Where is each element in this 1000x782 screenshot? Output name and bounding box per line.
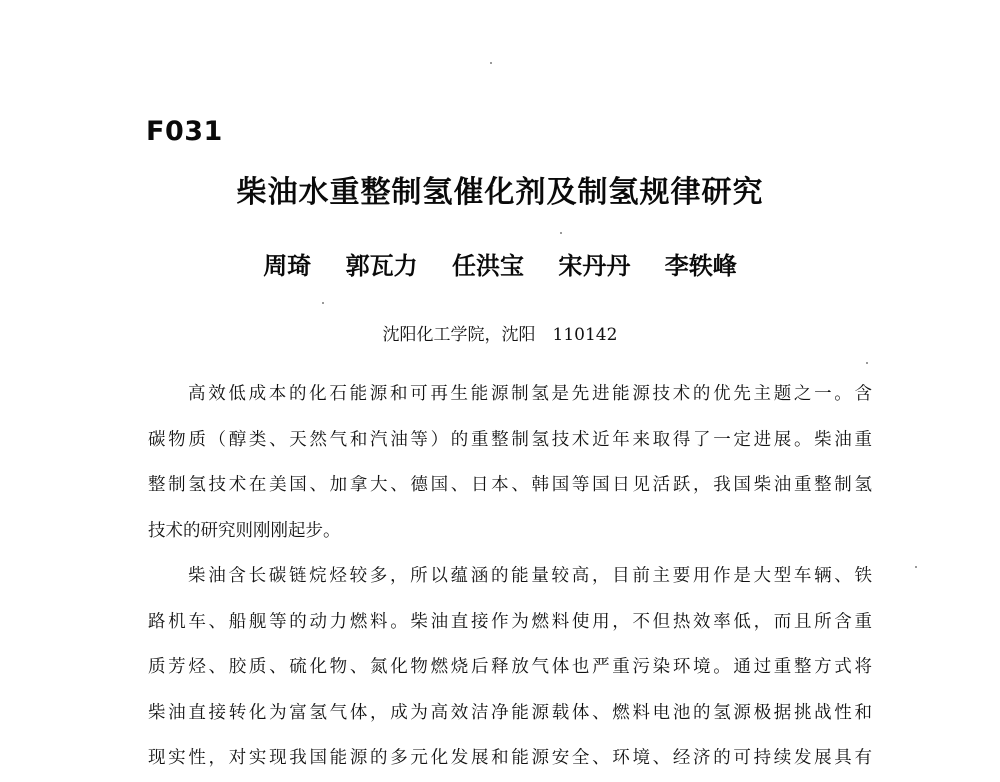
text-line: 质芳烃、胶质、硫化物、氮化物燃烧后释放气体也严重污染环境。通过重整方式将 — [148, 657, 872, 677]
speck — [322, 302, 324, 304]
text-line: 路机车、船舰等的动力燃料。柴油直接作为燃料使用，不但热效率低，而且所含重 — [148, 611, 872, 632]
text-line: 高效低成本的化石能源和可再生能源制氢是先进能源技术的优先主题之一。含 — [188, 384, 872, 404]
text-line: 技术的研究则刚刚起步。 — [148, 520, 341, 541]
text-line: 柴油含长碳链烷烃较多，所以蕴涵的能量较高，目前主要用作是大型车辆、铁 — [188, 566, 872, 586]
text-line: 整制氢技术在美国、加拿大、德国、日本、韩国等国日见活跃，我国柴油重整制氢 — [148, 475, 872, 495]
paper-title: 柴油水重整制氢催化剂及制氢规律研究 — [236, 175, 764, 210]
body-text — [148, 372, 872, 782]
author-name: 任洪宝 — [452, 252, 524, 280]
author-name: 宋丹丹 — [558, 252, 631, 280]
paragraph — [148, 554, 872, 782]
paragraph — [148, 372, 872, 554]
paper-code: F031 — [146, 116, 223, 147]
author-list — [0, 246, 1000, 281]
author-name: 周琦 — [263, 252, 312, 280]
speck — [866, 362, 868, 364]
text-line: 现实性，对实现我国能源的多元化发展和能源安全、环境、经济的可持续发展具有 — [148, 748, 872, 768]
speck — [490, 62, 492, 64]
speck — [915, 566, 917, 568]
speck — [560, 232, 562, 234]
affiliation: 沈阳化工学院，沈阳 110142 — [382, 325, 618, 345]
author-name: 郭瓦力 — [345, 252, 418, 280]
text-line: 柴油直接转化为富氢气体，成为高效洁净能源载体、燃料电池的氢源极据挑战性和 — [148, 702, 872, 723]
text-line: 碳物质（醇类、天然气和汽油等）的重整制氢技术近年来取得了一定进展。柴油重 — [148, 429, 872, 450]
author-name: 李轶峰 — [664, 252, 737, 280]
